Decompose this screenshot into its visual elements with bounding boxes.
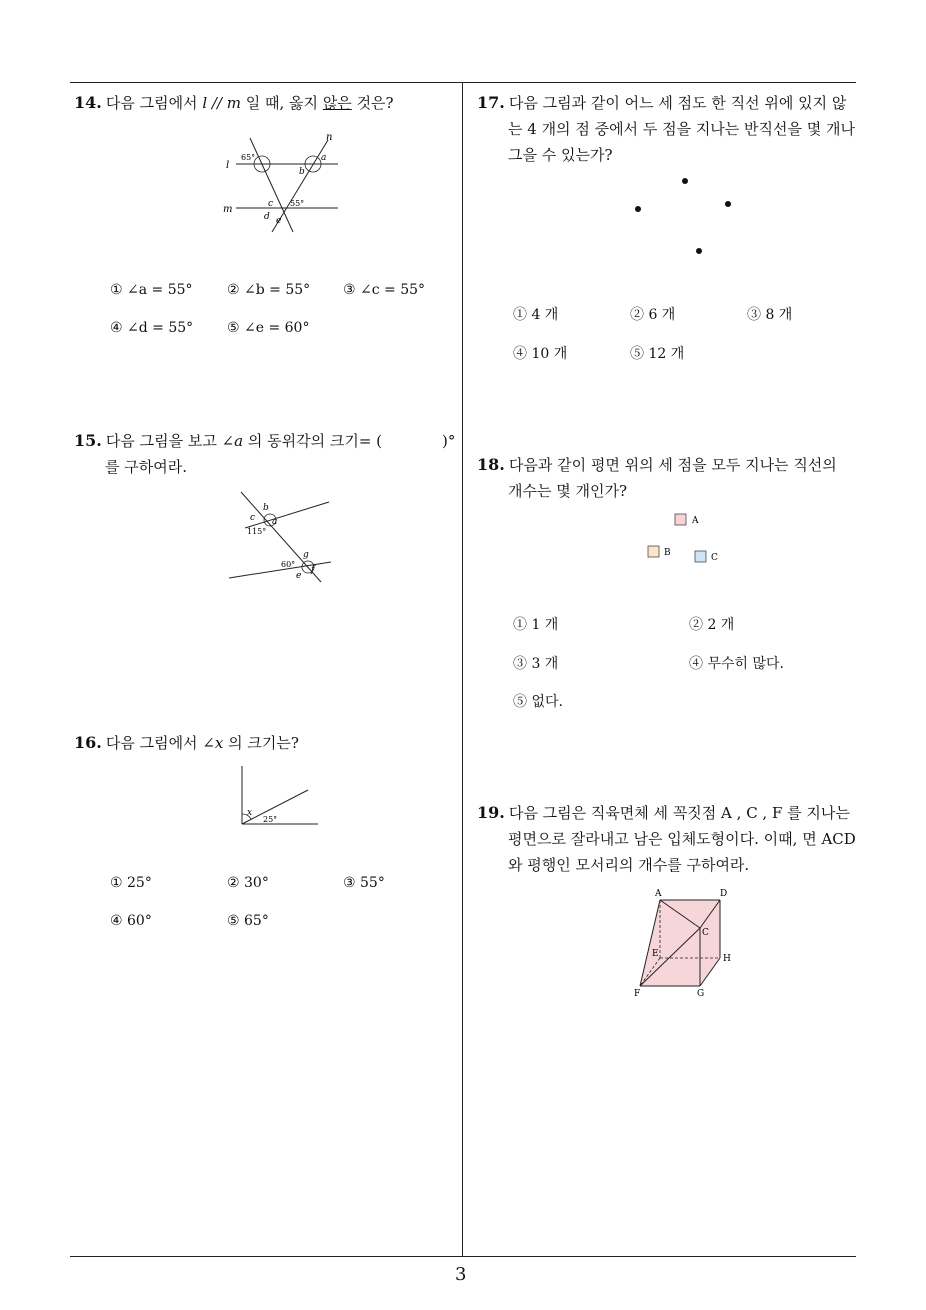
label-b: b — [299, 167, 305, 177]
label-e: e — [296, 571, 302, 581]
math-expression: l // m — [202, 94, 241, 112]
upper-line — [245, 502, 329, 528]
q14-option-1[interactable]: ① ∠a = 55° — [110, 282, 193, 298]
q16-option-5[interactable]: ⑤ 65° — [227, 913, 269, 929]
point — [635, 206, 641, 212]
question-line — [477, 90, 862, 116]
question-line: 와 평행인 모서리의 개수를 구하여라. — [508, 856, 750, 874]
q16-option-4[interactable]: ④ 60° — [110, 913, 152, 929]
vertex-A: A — [655, 889, 662, 899]
question-number: 18. — [477, 455, 505, 474]
transversal-1 — [250, 138, 293, 232]
math-expression: ∠a — [221, 432, 244, 450]
question-text: 다음 그림에서 — [105, 94, 203, 112]
question-number: 14. — [74, 93, 102, 112]
question-text: 것은? — [351, 94, 394, 112]
q18-option-5[interactable]: ⑤ 없다. — [513, 694, 563, 710]
question-number: 19. — [477, 803, 505, 822]
q14-option-3[interactable]: ③ ∠c = 55° — [343, 282, 426, 298]
label-b: b — [263, 503, 269, 513]
vertex-E: E — [652, 949, 659, 959]
q18-option-1[interactable]: ① 1 개 — [513, 617, 559, 633]
label-a: a — [272, 517, 278, 527]
q16-figure — [236, 764, 326, 829]
question-16 — [74, 730, 459, 756]
question-17 — [477, 90, 862, 168]
label-x: x — [247, 808, 253, 818]
q17-option-2[interactable]: ② 6 개 — [630, 307, 676, 323]
angle-60: 60° — [281, 560, 296, 569]
q17-option-4[interactable]: ④ 10 개 — [513, 346, 568, 362]
underlined-word: 않은 — [322, 94, 352, 112]
q16-option-1[interactable]: ① 25° — [110, 875, 152, 891]
page-number: 3 — [455, 1264, 467, 1285]
question-text: 일 때, 옳지 — [241, 94, 323, 112]
q18-option-3[interactable]: ③ 3 개 — [513, 656, 559, 672]
top-rule — [70, 82, 856, 83]
vertex-D: D — [720, 889, 728, 899]
label-g: g — [303, 550, 309, 560]
q17-option-1[interactable]: ① 4 개 — [513, 307, 559, 323]
question-text: 다음 그림과 같이 어느 세 점도 한 직선 위에 있지 않 — [508, 94, 847, 112]
label-c: c — [268, 199, 274, 209]
question-line: 개수는 몇 개인가? — [508, 482, 628, 500]
q16-option-3[interactable]: ③ 55° — [343, 875, 385, 891]
question-15 — [74, 428, 459, 480]
face-fill — [640, 900, 720, 986]
q18-option-2[interactable]: ② 2 개 — [689, 617, 735, 633]
question-text: 다음 그림은 직육면체 세 꼭짓점 A , C , F 를 지나는 — [508, 804, 850, 822]
q14-option-2[interactable]: ② ∠b = 55° — [227, 282, 311, 298]
question-19 — [477, 800, 862, 878]
question-18 — [477, 452, 862, 504]
point-c-marker — [695, 551, 706, 562]
question-line — [477, 800, 862, 826]
vertex-G: G — [697, 989, 705, 999]
bottom-rule — [70, 1256, 856, 1257]
point — [696, 248, 702, 254]
label-e: e — [276, 216, 282, 226]
q16-option-2[interactable]: ② 30° — [227, 875, 269, 891]
vertex-F: F — [634, 989, 641, 999]
question-number: 17. — [477, 93, 505, 112]
point — [682, 178, 688, 184]
q18-option-4[interactable]: ④ 무수히 많다. — [689, 656, 784, 672]
angle-25: 25° — [263, 815, 278, 824]
question-line: 그을 수 있는가? — [508, 146, 613, 164]
label-d: d — [264, 212, 270, 222]
point-b-label: B — [664, 548, 671, 558]
angle-55: 55° — [290, 199, 305, 208]
question-number: 15. — [74, 431, 102, 450]
point-a-marker — [675, 514, 686, 525]
point — [725, 201, 731, 207]
q18-figure — [645, 510, 745, 570]
question-text: 의 동위각의 크기= ( — [243, 432, 383, 450]
question-text: 다음 그림을 보고 — [105, 432, 222, 450]
q19-figure — [625, 886, 755, 1001]
vertex-C: C — [702, 928, 709, 938]
q14-figure — [220, 130, 350, 240]
question-text: 의 크기는? — [223, 734, 299, 752]
question-line: 를 구하여라. — [105, 458, 187, 476]
question-text: 다음 그림에서 — [105, 734, 203, 752]
question-line — [477, 452, 862, 478]
question-14 — [74, 90, 459, 116]
q17-figure — [630, 172, 740, 262]
label-l: l — [226, 160, 230, 171]
q17-option-5[interactable]: ⑤ 12 개 — [630, 346, 685, 362]
math-expression: ∠x — [202, 734, 224, 752]
label-c: c — [250, 513, 256, 523]
point-b-marker — [648, 546, 659, 557]
column-divider — [462, 82, 463, 1257]
question-line — [74, 428, 459, 454]
q17-option-3[interactable]: ③ 8 개 — [747, 307, 793, 323]
angle-65: 65° — [241, 153, 256, 162]
label-n: n — [326, 132, 333, 143]
vertex-H: H — [723, 954, 731, 964]
answer-blank-close: )° — [442, 432, 456, 450]
point-c-label: C — [711, 553, 718, 563]
q14-option-5[interactable]: ⑤ ∠e = 60° — [227, 320, 310, 336]
question-text: 다음과 같이 평면 위의 세 점을 모두 지나는 직선의 — [508, 456, 837, 474]
question-number: 16. — [74, 733, 102, 752]
label-a: a — [321, 153, 327, 163]
q15-figure — [225, 490, 345, 590]
question-line: 는 4 개의 점 중에서 두 점을 지나는 반직선을 몇 개나 — [508, 120, 856, 138]
label-m: m — [223, 204, 233, 215]
point-a-label: A — [692, 516, 699, 526]
question-line: 평면으로 잘라내고 남은 입체도형이다. 이때, 면 ACD — [508, 830, 856, 848]
angle-115: 115° — [247, 527, 267, 536]
q14-option-4[interactable]: ④ ∠d = 55° — [110, 320, 194, 336]
label-f: f — [311, 565, 315, 575]
